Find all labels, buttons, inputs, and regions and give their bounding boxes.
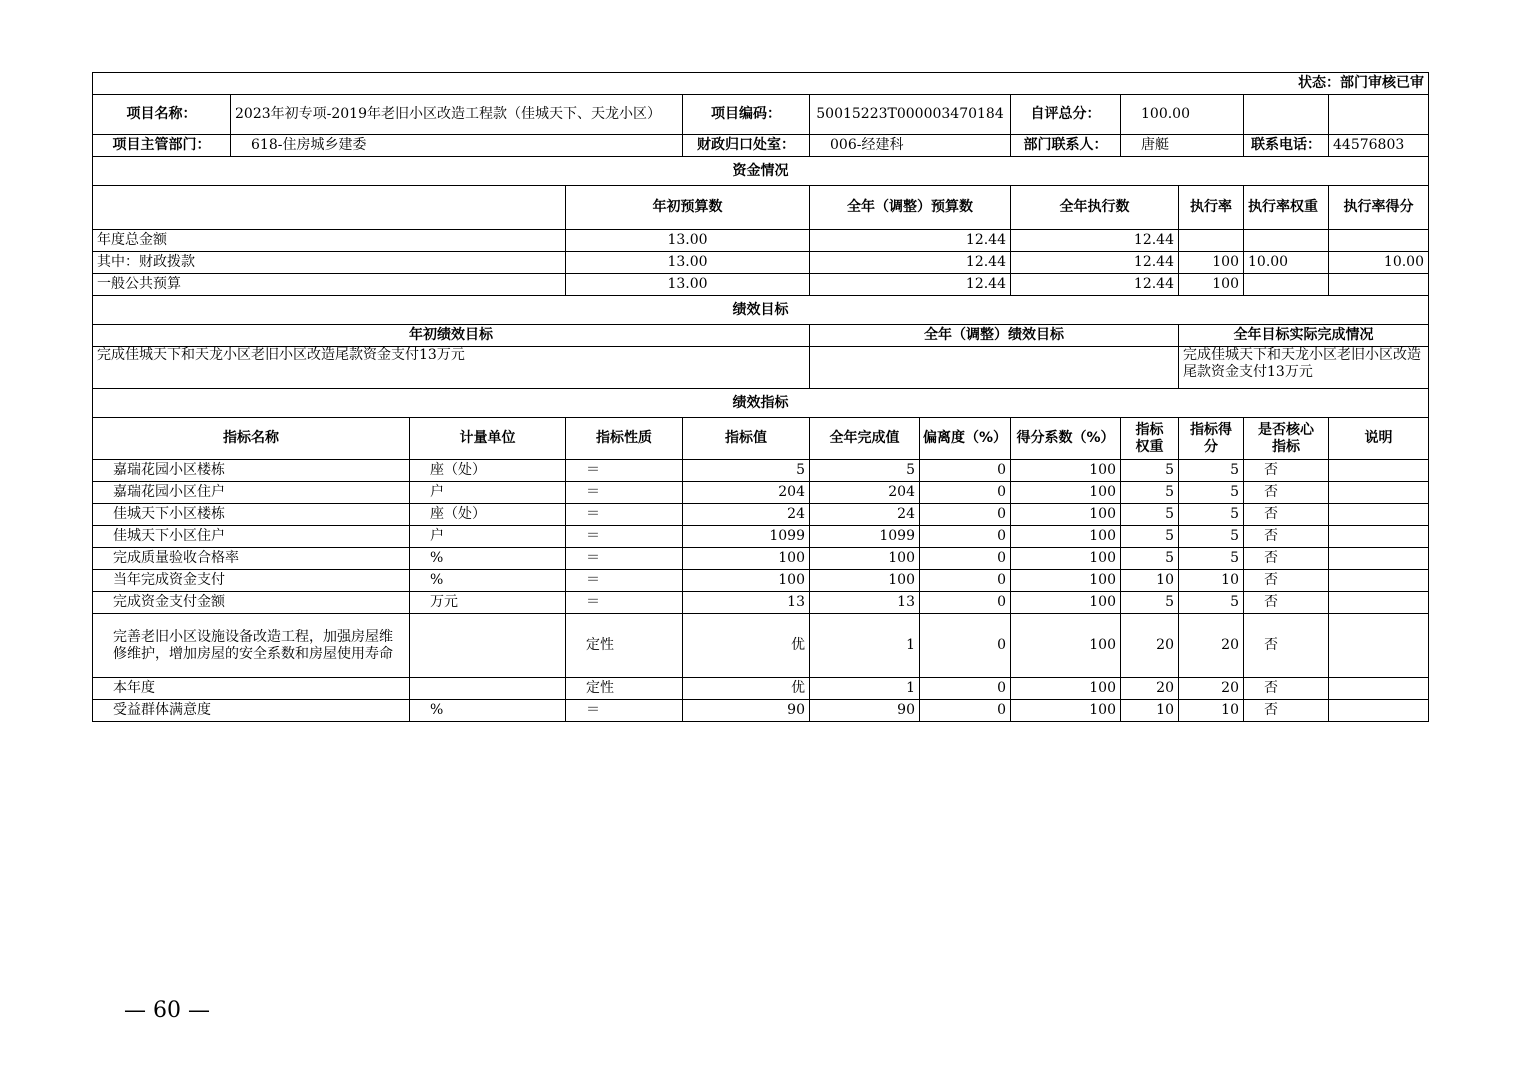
phone-label: 联系电话：	[1244, 135, 1329, 157]
dept-label: 项目主管部门：	[93, 135, 231, 157]
indicator-header: 计量单位	[410, 418, 566, 460]
funds-header: 全年执行数	[1011, 186, 1179, 230]
indicator-target: 优	[683, 678, 810, 700]
indicator-coefficient: 100	[1011, 614, 1121, 678]
indicator-weight: 5	[1121, 548, 1179, 570]
indicator-target: 90	[683, 700, 810, 722]
indicator-weight: 20	[1121, 614, 1179, 678]
page-number: — 60 —	[124, 998, 210, 1023]
funds-rate	[1179, 230, 1244, 252]
indicator-target: 204	[683, 482, 810, 504]
indicator-done: 100	[810, 570, 920, 592]
goals-header-adjusted: 全年（调整）绩效目标	[810, 325, 1179, 347]
empty-cell	[1244, 95, 1329, 135]
indicator-done: 5	[810, 460, 920, 482]
indicator-header: 指标名称	[93, 418, 410, 460]
funds-initial: 13.00	[566, 230, 810, 252]
indicator-header: 得分系数（%）	[1011, 418, 1121, 460]
funds-header: 执行率得分	[1329, 186, 1429, 230]
office-label: 财政归口处室：	[683, 135, 810, 157]
indicator-core: 否	[1244, 504, 1329, 526]
indicator-weight: 5	[1121, 592, 1179, 614]
office-value: 006-经建科	[810, 135, 1011, 157]
indicator-unit: %	[410, 570, 566, 592]
funds-row-name: 年度总金额	[93, 230, 566, 252]
indicator-deviation: 0	[920, 548, 1011, 570]
indicator-score: 10	[1179, 570, 1244, 592]
indicator-core: 否	[1244, 482, 1329, 504]
indicator-rows	[93, 460, 1429, 722]
goals-section-title: 绩效目标	[93, 296, 1429, 325]
funds-adjusted: 12.44	[810, 274, 1011, 296]
indicator-target: 13	[683, 592, 810, 614]
indicator-coefficient: 100	[1011, 592, 1121, 614]
indicator-name: 受益群体满意度	[93, 700, 410, 722]
indicator-target: 优	[683, 614, 810, 678]
funds-rate: 100	[1179, 252, 1244, 274]
table-row	[93, 678, 1429, 700]
indicator-nature: ＝	[566, 482, 683, 504]
indicator-done: 1	[810, 678, 920, 700]
table-row	[93, 548, 1429, 570]
indicator-coefficient: 100	[1011, 460, 1121, 482]
indicator-note	[1329, 504, 1429, 526]
indicator-name: 本年度	[93, 678, 410, 700]
funds-executed: 12.44	[1011, 274, 1179, 296]
funds-weight: 10.00	[1244, 252, 1329, 274]
funds-header: 全年（调整）预算数	[810, 186, 1011, 230]
indicator-coefficient: 100	[1011, 526, 1121, 548]
indicator-coefficient: 100	[1011, 504, 1121, 526]
status-text: 状态：部门审核已审	[93, 73, 1429, 95]
indicator-target: 100	[683, 570, 810, 592]
funds-score: 10.00	[1329, 252, 1429, 274]
indicator-score: 5	[1179, 482, 1244, 504]
indicator-weight: 20	[1121, 678, 1179, 700]
indicator-nature: ＝	[566, 526, 683, 548]
indicator-deviation: 0	[920, 482, 1011, 504]
indicator-score: 5	[1179, 526, 1244, 548]
indicator-unit: %	[410, 548, 566, 570]
indicator-deviation: 0	[920, 700, 1011, 722]
indicator-done: 1099	[810, 526, 920, 548]
indicator-unit: %	[410, 700, 566, 722]
indicator-coefficient: 100	[1011, 548, 1121, 570]
funds-row-name: 其中：财政拨款	[93, 252, 566, 274]
indicator-unit: 万元	[410, 592, 566, 614]
project-name: 2023年初专项-2019年老旧小区改造工程款（佳城天下、天龙小区）	[231, 95, 683, 135]
table-row	[93, 570, 1429, 592]
funds-adjusted: 12.44	[810, 230, 1011, 252]
indicator-score: 5	[1179, 460, 1244, 482]
performance-evaluation-table	[92, 72, 1429, 722]
indicator-note	[1329, 548, 1429, 570]
indicator-unit: 户	[410, 526, 566, 548]
indicator-target: 100	[683, 548, 810, 570]
indicator-done: 13	[810, 592, 920, 614]
funds-initial: 13.00	[566, 274, 810, 296]
funds-executed: 12.44	[1011, 252, 1179, 274]
indicator-weight: 10	[1121, 700, 1179, 722]
indicator-nature: ＝	[566, 504, 683, 526]
indicator-name: 当年完成资金支付	[93, 570, 410, 592]
goals-header-initial: 年初绩效目标	[93, 325, 810, 347]
funds-header: 年初预算数	[566, 186, 810, 230]
indicator-deviation: 0	[920, 460, 1011, 482]
indicators-section-title: 绩效指标	[93, 389, 1429, 418]
indicator-name: 嘉瑞花园小区住户	[93, 482, 410, 504]
funds-row-name: 一般公共预算	[93, 274, 566, 296]
empty-cell	[1329, 95, 1429, 135]
funds-score	[1329, 274, 1429, 296]
funds-header-blank	[93, 186, 566, 230]
indicator-weight: 10	[1121, 570, 1179, 592]
indicator-note	[1329, 614, 1429, 678]
goals-actual: 完成佳城天下和天龙小区老旧小区改造尾款资金支付13万元	[1179, 347, 1429, 389]
contact-value: 唐艇	[1121, 135, 1244, 157]
table-row	[93, 504, 1429, 526]
indicator-note	[1329, 482, 1429, 504]
funds-executed: 12.44	[1011, 230, 1179, 252]
indicator-deviation: 0	[920, 504, 1011, 526]
project-code: 50015223T000003470184	[810, 95, 1011, 135]
indicator-core: 否	[1244, 678, 1329, 700]
indicator-target: 24	[683, 504, 810, 526]
indicator-done: 1	[810, 614, 920, 678]
indicator-deviation: 0	[920, 592, 1011, 614]
table-row	[93, 526, 1429, 548]
indicator-name: 完善老旧小区设施设备改造工程，加强房屋维修维护，增加房屋的安全系数和房屋使用寿命	[93, 614, 410, 678]
table-row	[93, 460, 1429, 482]
project-name-label: 项目名称：	[93, 95, 231, 135]
funds-weight	[1244, 274, 1329, 296]
indicator-unit: 座（处）	[410, 504, 566, 526]
indicator-note	[1329, 526, 1429, 548]
funds-header: 执行率权重	[1244, 186, 1329, 230]
indicator-name: 完成质量验收合格率	[93, 548, 410, 570]
table-row	[93, 614, 1429, 678]
indicator-name: 佳城天下小区楼栋	[93, 504, 410, 526]
indicator-note	[1329, 678, 1429, 700]
indicator-core: 否	[1244, 460, 1329, 482]
indicator-note	[1329, 592, 1429, 614]
self-score-label: 自评总分：	[1011, 95, 1121, 135]
indicator-unit	[410, 678, 566, 700]
indicator-nature: ＝	[566, 700, 683, 722]
indicator-coefficient: 100	[1011, 678, 1121, 700]
phone-value: 44576803	[1329, 135, 1429, 157]
indicator-header: 全年完成值	[810, 418, 920, 460]
indicator-core: 否	[1244, 614, 1329, 678]
funds-section-title: 资金情况	[93, 157, 1429, 186]
indicator-header: 指标权重	[1121, 418, 1179, 460]
indicator-weight: 5	[1121, 504, 1179, 526]
indicator-header: 偏离度（%）	[920, 418, 1011, 460]
table-row	[93, 592, 1429, 614]
table-row	[93, 482, 1429, 504]
indicator-unit	[410, 614, 566, 678]
indicator-header: 说明	[1329, 418, 1429, 460]
funds-row	[93, 274, 1429, 296]
indicator-nature: 定性	[566, 614, 683, 678]
contact-label: 部门联系人：	[1011, 135, 1121, 157]
indicator-core: 否	[1244, 700, 1329, 722]
indicator-core: 否	[1244, 548, 1329, 570]
indicator-deviation: 0	[920, 526, 1011, 548]
indicator-done: 100	[810, 548, 920, 570]
indicator-header: 指标得分	[1179, 418, 1244, 460]
indicator-weight: 5	[1121, 526, 1179, 548]
indicator-weight: 5	[1121, 482, 1179, 504]
indicator-header: 指标值	[683, 418, 810, 460]
indicator-unit: 座（处）	[410, 460, 566, 482]
goals-adjusted	[810, 347, 1179, 389]
indicator-target: 1099	[683, 526, 810, 548]
indicator-core: 否	[1244, 592, 1329, 614]
indicator-note	[1329, 460, 1429, 482]
indicator-target: 5	[683, 460, 810, 482]
dept-value: 618-住房城乡建委	[231, 135, 683, 157]
indicator-nature: ＝	[566, 548, 683, 570]
indicator-name: 完成资金支付金额	[93, 592, 410, 614]
indicator-header: 是否核心指标	[1244, 418, 1329, 460]
indicator-done: 90	[810, 700, 920, 722]
funds-rate: 100	[1179, 274, 1244, 296]
goals-initial: 完成佳城天下和天龙小区老旧小区改造尾款资金支付13万元	[93, 347, 810, 389]
indicator-coefficient: 100	[1011, 482, 1121, 504]
indicator-nature: 定性	[566, 678, 683, 700]
indicator-coefficient: 100	[1011, 570, 1121, 592]
indicator-name: 佳城天下小区住户	[93, 526, 410, 548]
indicator-deviation: 0	[920, 678, 1011, 700]
funds-row	[93, 252, 1429, 274]
indicator-core: 否	[1244, 526, 1329, 548]
indicator-nature: ＝	[566, 592, 683, 614]
indicator-header: 指标性质	[566, 418, 683, 460]
indicator-note	[1329, 700, 1429, 722]
project-code-label: 项目编码：	[683, 95, 810, 135]
indicator-score: 20	[1179, 678, 1244, 700]
indicator-name: 嘉瑞花园小区楼栋	[93, 460, 410, 482]
funds-row	[93, 230, 1429, 252]
indicator-deviation: 0	[920, 614, 1011, 678]
indicator-score: 10	[1179, 700, 1244, 722]
funds-header: 执行率	[1179, 186, 1244, 230]
indicator-score: 20	[1179, 614, 1244, 678]
indicator-deviation: 0	[920, 570, 1011, 592]
indicator-coefficient: 100	[1011, 700, 1121, 722]
indicator-score: 5	[1179, 592, 1244, 614]
indicator-unit: 户	[410, 482, 566, 504]
indicator-note	[1329, 570, 1429, 592]
indicator-score: 5	[1179, 504, 1244, 526]
funds-initial: 13.00	[566, 252, 810, 274]
indicator-done: 204	[810, 482, 920, 504]
funds-weight	[1244, 230, 1329, 252]
indicator-core: 否	[1244, 570, 1329, 592]
indicator-nature: ＝	[566, 570, 683, 592]
indicator-weight: 5	[1121, 460, 1179, 482]
funds-score	[1329, 230, 1429, 252]
goals-header-actual: 全年目标实际完成情况	[1179, 325, 1429, 347]
indicator-score: 5	[1179, 548, 1244, 570]
table-row	[93, 700, 1429, 722]
indicator-done: 24	[810, 504, 920, 526]
self-score: 100.00	[1121, 95, 1244, 135]
funds-adjusted: 12.44	[810, 252, 1011, 274]
indicator-nature: ＝	[566, 460, 683, 482]
